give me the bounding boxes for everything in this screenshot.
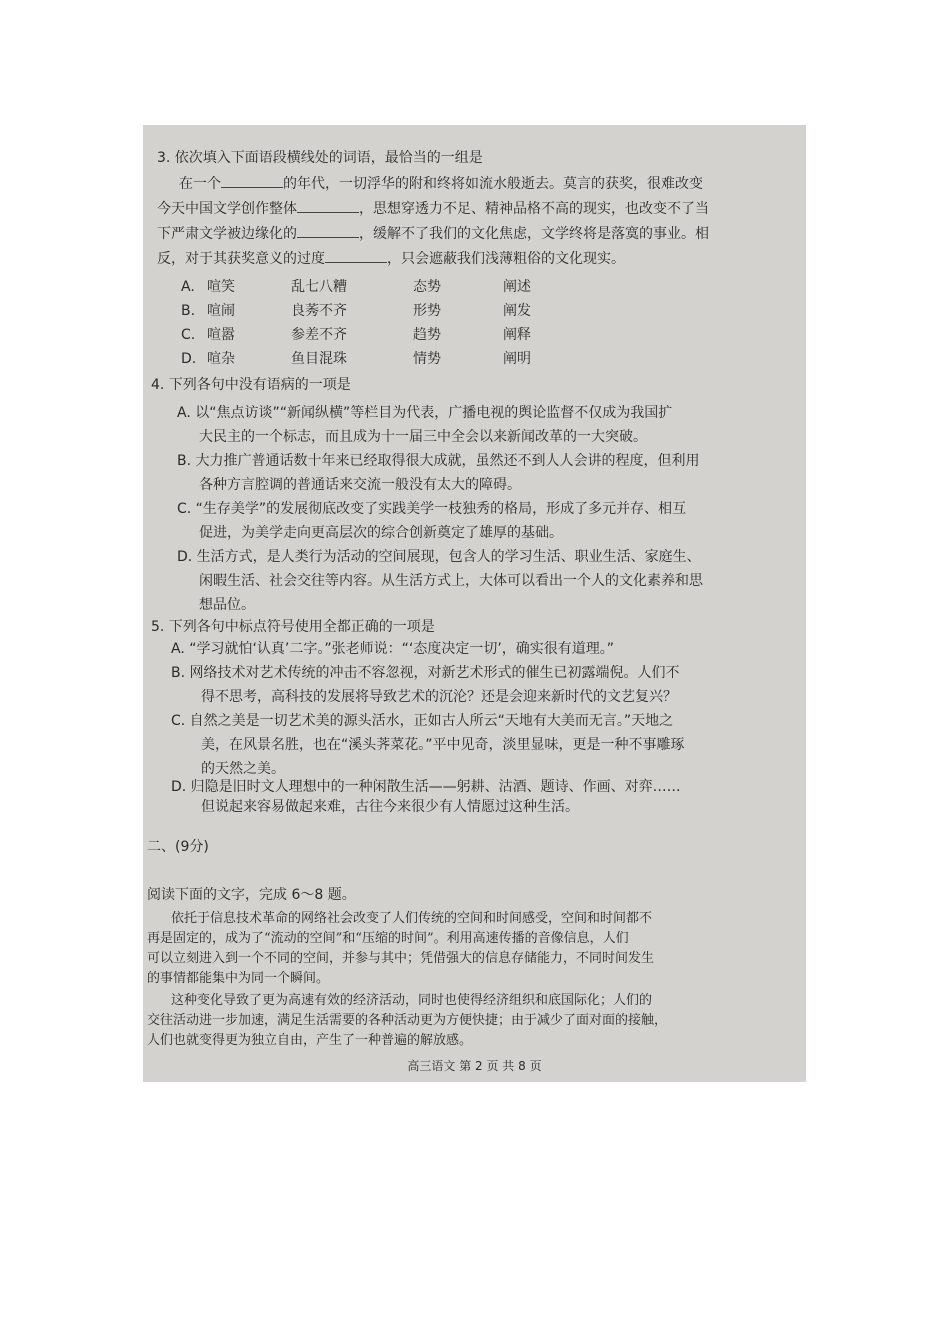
q3-text: 在一个 (179, 176, 221, 192)
q5-option-c: C. 自然之美是一切艺术美的源头活水，正如古人所云“天地有大美而无言。”天地之 (171, 713, 674, 729)
q3-line-4 (157, 248, 625, 269)
q3-option-d-word2: 鱼目混珠 (291, 351, 347, 367)
answer-blank (297, 198, 359, 213)
passage-paragraph-2-line-1: 这种变化导致了更为高速有效的经济活动，同时也使得经济组织和底国际化；人们的 (171, 993, 653, 1008)
reading-instruction: 阅读下面的文字，完成 6～8 题。 (147, 887, 356, 903)
q4-option-d-cont: 闲暇生活、社会交往等内容。从生活方式上，大体可以看出一个人的文化素养和思 (199, 573, 703, 589)
answer-blank (325, 248, 387, 263)
q3-text: 今天中国文学创作整体 (157, 201, 297, 217)
q3-option-a-word3: 态势 (413, 279, 441, 295)
q3-option-a-word2: 乱七八糟 (291, 279, 347, 295)
q3-option-c-word4: 阐释 (503, 327, 531, 343)
passage-paragraph-1-line-4: 的事情都能集中为同一个瞬间。 (147, 971, 330, 986)
q3-text: 的年代，一切浮华的附和终将如流水般逝去。莫言的获奖，很难改变 (283, 176, 703, 192)
q5-option-c-cont: 美，在风景名胜，也在“溪头荠菜花。”平中见奇，淡里显味，更是一种不事雕琢 (201, 737, 685, 753)
q3-option-c-word3: 趋势 (413, 327, 441, 343)
q4-option-b: B. 大力推广普通话数十年来已经取得很大成就，虽然还不到人人会讲的程度，但利用 (177, 453, 700, 469)
passage-paragraph-1-line-3: 可以立刻进入到一个不同的空间，并参与其中；凭借强大的信息存储能力，不同时间发生 (147, 951, 655, 966)
q4-option-d: D. 生活方式，是人类行为活动的空间展现，包含人的学习生活、职业生活、家庭生、 (177, 549, 701, 565)
q3-text: ，缓解不了我们的文化焦虑，文学终将是落寞的事业。相 (359, 226, 709, 242)
passage-paragraph-2-line-3: 人们也就变得更为独立自由，产生了一种普遍的解放感。 (147, 1033, 473, 1048)
q4-option-b-cont: 各种方言腔调的普通话来交流一般没有太大的障碍。 (199, 477, 521, 493)
q3-line-3 (157, 223, 709, 244)
q3-option-a-word1: A. 喧笑 (181, 279, 235, 295)
q3-text: 下严肃文学被边缘化的 (157, 226, 297, 242)
q5-option-b: B. 网络技术对艺术传统的冲击不容忽视，对新艺术形式的催生已初露端倪。人们不 (171, 665, 680, 681)
q4-option-a-cont: 大民主的一个标志，而且成为十一届三中全会以来新闻改革的一大突破。 (199, 429, 647, 445)
passage-paragraph-2-line-2: 交往活动进一步加速，满足生活需要的各种活动更为方便快捷；由于减少了面对面的接触， (147, 1013, 668, 1028)
q3-option-b-word2: 良莠不齐 (291, 303, 347, 319)
q3-option-b-word1: B. 喧闹 (181, 303, 235, 319)
q3-option-d-word4: 阐明 (503, 351, 531, 367)
q5-option-b-cont: 得不思考，高科技的发展将导致艺术的沉沦？还是会迎来新时代的文艺复兴？ (201, 689, 677, 705)
answer-blank (221, 173, 283, 188)
q3-option-a-word4: 阐述 (503, 279, 531, 295)
q3-stem: 3. 依次填入下面语段横线处的词语，最恰当的一组是 (157, 150, 483, 166)
q4-option-c: C. “生存美学”的发展彻底改变了实践美学一枝独秀的格局，形成了多元并存、相互 (177, 501, 687, 517)
q3-option-d-word3: 情势 (413, 351, 441, 367)
q3-text: ，只会遮蔽我们浅薄粗俗的文化现实。 (387, 251, 625, 267)
q5-option-c-cont2: 的天然之美。 (201, 761, 285, 777)
exam-page (143, 125, 806, 1082)
q3-options (181, 275, 593, 371)
section-heading: 二、(9分) (147, 839, 209, 855)
passage-paragraph-1-line-2: 再是固定的，成为了“流动的空间”和“压缩的时间”。利用高速传播的音像信息，人们 (147, 931, 629, 946)
q5-option-a: A. “学习就怕‘认真’二字。”张老师说：“‘态度决定一切’，确实很有道理。” (171, 641, 615, 657)
q4-option-a: A. 以“焦点访谈”“新闻纵横”等栏目为代表，广播电视的舆论监督不仅成为我国扩 (177, 405, 673, 421)
q4-option-d-cont2: 想品位。 (199, 597, 255, 613)
q5-option-d: D. 归隐是旧时文人理想中的一种闲散生活——躬耕、沽酒、题诗、作画、对弈…… (171, 779, 681, 795)
q3-text: ，思想穿透力不足、精神品格不高的现实，也改变不了当 (359, 201, 709, 217)
q3-option-c-word2: 参差不齐 (291, 327, 347, 343)
q5-stem: 5. 下列各句中标点符号使用全都正确的一项是 (151, 619, 435, 635)
q3-option-c-word1: C. 喧嚣 (181, 327, 235, 343)
q3-option-b-word4: 阐发 (503, 303, 531, 319)
q3-text: 反，对于其获奖意义的过度 (157, 251, 325, 267)
answer-blank (297, 223, 359, 238)
q4-stem: 4. 下列各句中没有语病的一项是 (151, 377, 351, 393)
q3-line-1 (179, 173, 703, 194)
q3-option-d-word1: D. 喧杂 (181, 351, 235, 367)
q5-option-d-cont: 但说起来容易做起来难，古往今来很少有人情愿过这种生活。 (201, 799, 579, 815)
q4-option-c-cont: 促进，为美学走向更高层次的综合创新奠定了雄厚的基础。 (199, 525, 563, 541)
passage-paragraph-1-line-1: 依托于信息技术革命的网络社会改变了人们传统的空间和时间感受，空间和时间都不 (171, 911, 653, 926)
page-footer: 高三语文 第 2 页 共 8 页 (407, 1059, 542, 1073)
q3-line-2 (157, 198, 709, 219)
q3-option-b-word3: 形势 (413, 303, 441, 319)
